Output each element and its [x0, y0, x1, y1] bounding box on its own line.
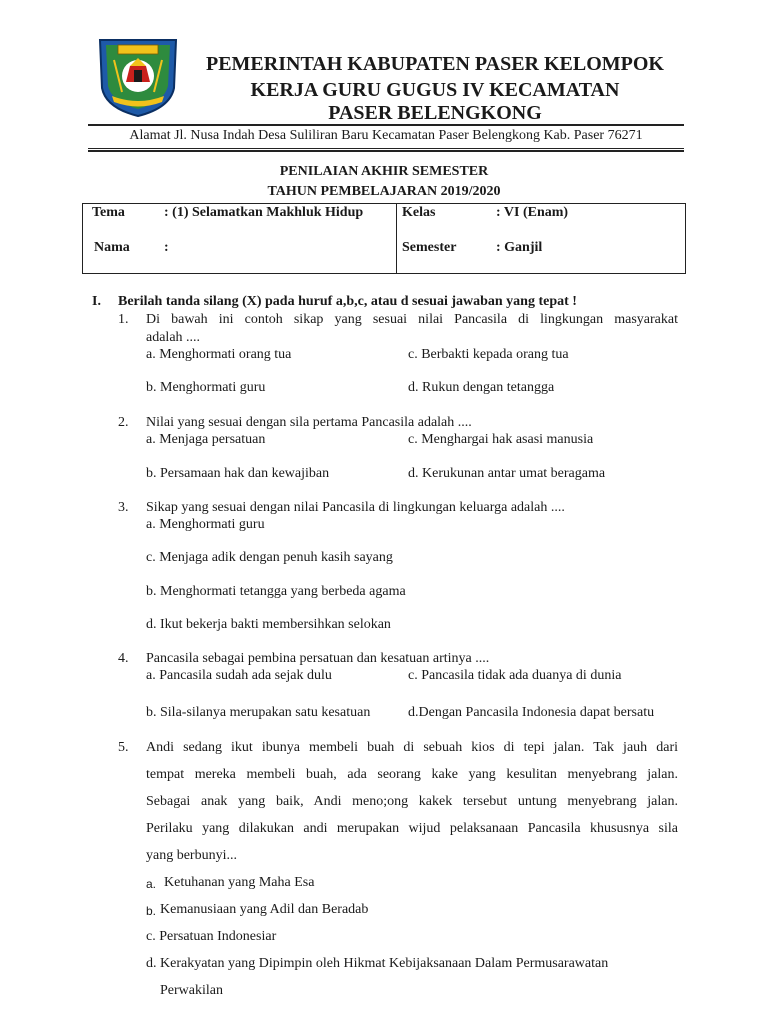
- question-text: Di bawah ini contoh sikap yang sesuai nilai Pancasila di lingkungan masyarakat: [146, 312, 678, 327]
- semester-label: Semester: [402, 240, 457, 255]
- exam-year: TAHUN PEMBELAJARAN 2019/2020: [267, 184, 501, 199]
- answer-option-d: d. Kerakyatan yang Dipimpin oleh Hikmat Kebijaksanaan Dalam Permusarawatan: [146, 956, 609, 971]
- answer-option-a: a. Pancasila sudah ada sejak dulu: [146, 668, 332, 683]
- kelas-value: : VI (Enam): [496, 205, 569, 220]
- answer-option-c: c. Persatuan Indonesiar: [146, 929, 277, 944]
- answer-option-b-letter: b.: [146, 904, 157, 918]
- nama-value: :: [164, 240, 169, 255]
- answer-option-d: d. Rukun dengan tetangga: [408, 380, 555, 395]
- identity-box-divider: [396, 203, 397, 274]
- header-line-2: KERJA GURU GUGUS IV KECAMATAN: [250, 79, 620, 101]
- question-number: 3.: [118, 500, 129, 515]
- answer-option-b: b. Persamaan hak dan kewajiban: [146, 466, 330, 481]
- question-text: Sikap yang sesuai dengan nilai Pancasila di lingkungan keluarga adalah ....: [146, 500, 565, 515]
- tema-value: : (1) Selamatkan Makhluk Hidup: [164, 205, 364, 220]
- question-number: 5.: [118, 740, 129, 755]
- header-address: Alamat Jl. Nusa Indah Desa Suliliran Baru Kecamatan Paser Belengkong Kab. Paser 76271: [129, 128, 643, 143]
- question-number: 1.: [118, 312, 129, 327]
- question-number: 4.: [118, 651, 129, 666]
- header-line-1: PEMERINTAH KABUPATEN PASER KELOMPOK: [206, 53, 664, 75]
- exam-title: PENILAIAN AKHIR SEMESTER: [279, 164, 489, 179]
- question-text: adalah ....: [146, 330, 201, 345]
- answer-option-b: b. Sila-silanya merupakan satu kesatuan: [146, 705, 371, 720]
- question-text: Pancasila sebagai pembina persatuan dan kesatuan artinya ....: [146, 651, 490, 666]
- section-instruction: Berilah tanda silang (X) pada huruf a,b,c, atau d sesuai jawaban yang tepat !: [118, 294, 577, 309]
- answer-option-c: c. Menghargai hak asasi manusia: [408, 432, 594, 447]
- answer-option-a: a. Menghormati orang tua: [146, 347, 292, 362]
- question-text: tempat mereka membeli buah, ada seorang kake yang kesulitan menyebrang jalan.: [146, 767, 678, 782]
- question-number: 2.: [118, 415, 129, 430]
- nama-label: Nama: [94, 240, 130, 255]
- answer-option-b: b. Menghormati guru: [146, 380, 266, 395]
- answer-option-d: d. Kerukunan antar umat beragama: [408, 466, 606, 481]
- answer-option-c: c. Berbakti kepada orang tua: [408, 347, 569, 362]
- kelas-label: Kelas: [402, 205, 436, 220]
- answer-option-a-letter: a.: [146, 877, 157, 891]
- answer-option-c: c. Pancasila tidak ada duanya di dunia: [408, 668, 622, 683]
- answer-option-d: d.Dengan Pancasila Indonesia dapat bersatu: [408, 705, 655, 720]
- question-text: Nilai yang sesuai dengan sila pertama Pancasila adalah ....: [146, 415, 472, 430]
- semester-value: : Ganjil: [496, 240, 543, 255]
- answer-option-b: Kemanusiaan yang Adil dan Beradab: [160, 902, 369, 917]
- answer-option-b: b. Menghormati tetangga yang berbeda agama: [146, 584, 406, 599]
- answer-option-d-continued: Perwakilan: [160, 983, 223, 998]
- answer-option-a: a. Menghormati guru: [146, 517, 265, 532]
- answer-option-a: Ketuhanan yang Maha Esa: [164, 875, 315, 890]
- answer-option-c: c. Menjaga adik dengan penuh kasih sayang: [146, 550, 393, 565]
- section-number: I.: [92, 294, 101, 309]
- header-divider-thin: [88, 148, 684, 149]
- question-text: Perilaku yang dilakukan andi merupakan wijud pelaksanaan Pancasila khususnya sila: [146, 821, 678, 836]
- answer-option-a: a. Menjaga persatuan: [146, 432, 266, 447]
- question-text: yang berbunyi...: [146, 848, 237, 863]
- header-divider-top: [88, 124, 684, 126]
- tema-label: Tema: [92, 205, 125, 220]
- header-divider-thick: [88, 150, 684, 152]
- question-text: Sebagai anak yang baik, Andi meno;ong kakek tersebut untung menyebrang jalan.: [146, 794, 678, 809]
- header-line-3: PASER BELENGKONG: [328, 102, 542, 124]
- answer-option-d: d. Ikut bekerja bakti membersihkan selokan: [146, 617, 391, 632]
- question-text: Andi sedang ikut ibunya membeli buah di sebuah kios di tepi jalan. Tak jauh dari: [146, 740, 678, 755]
